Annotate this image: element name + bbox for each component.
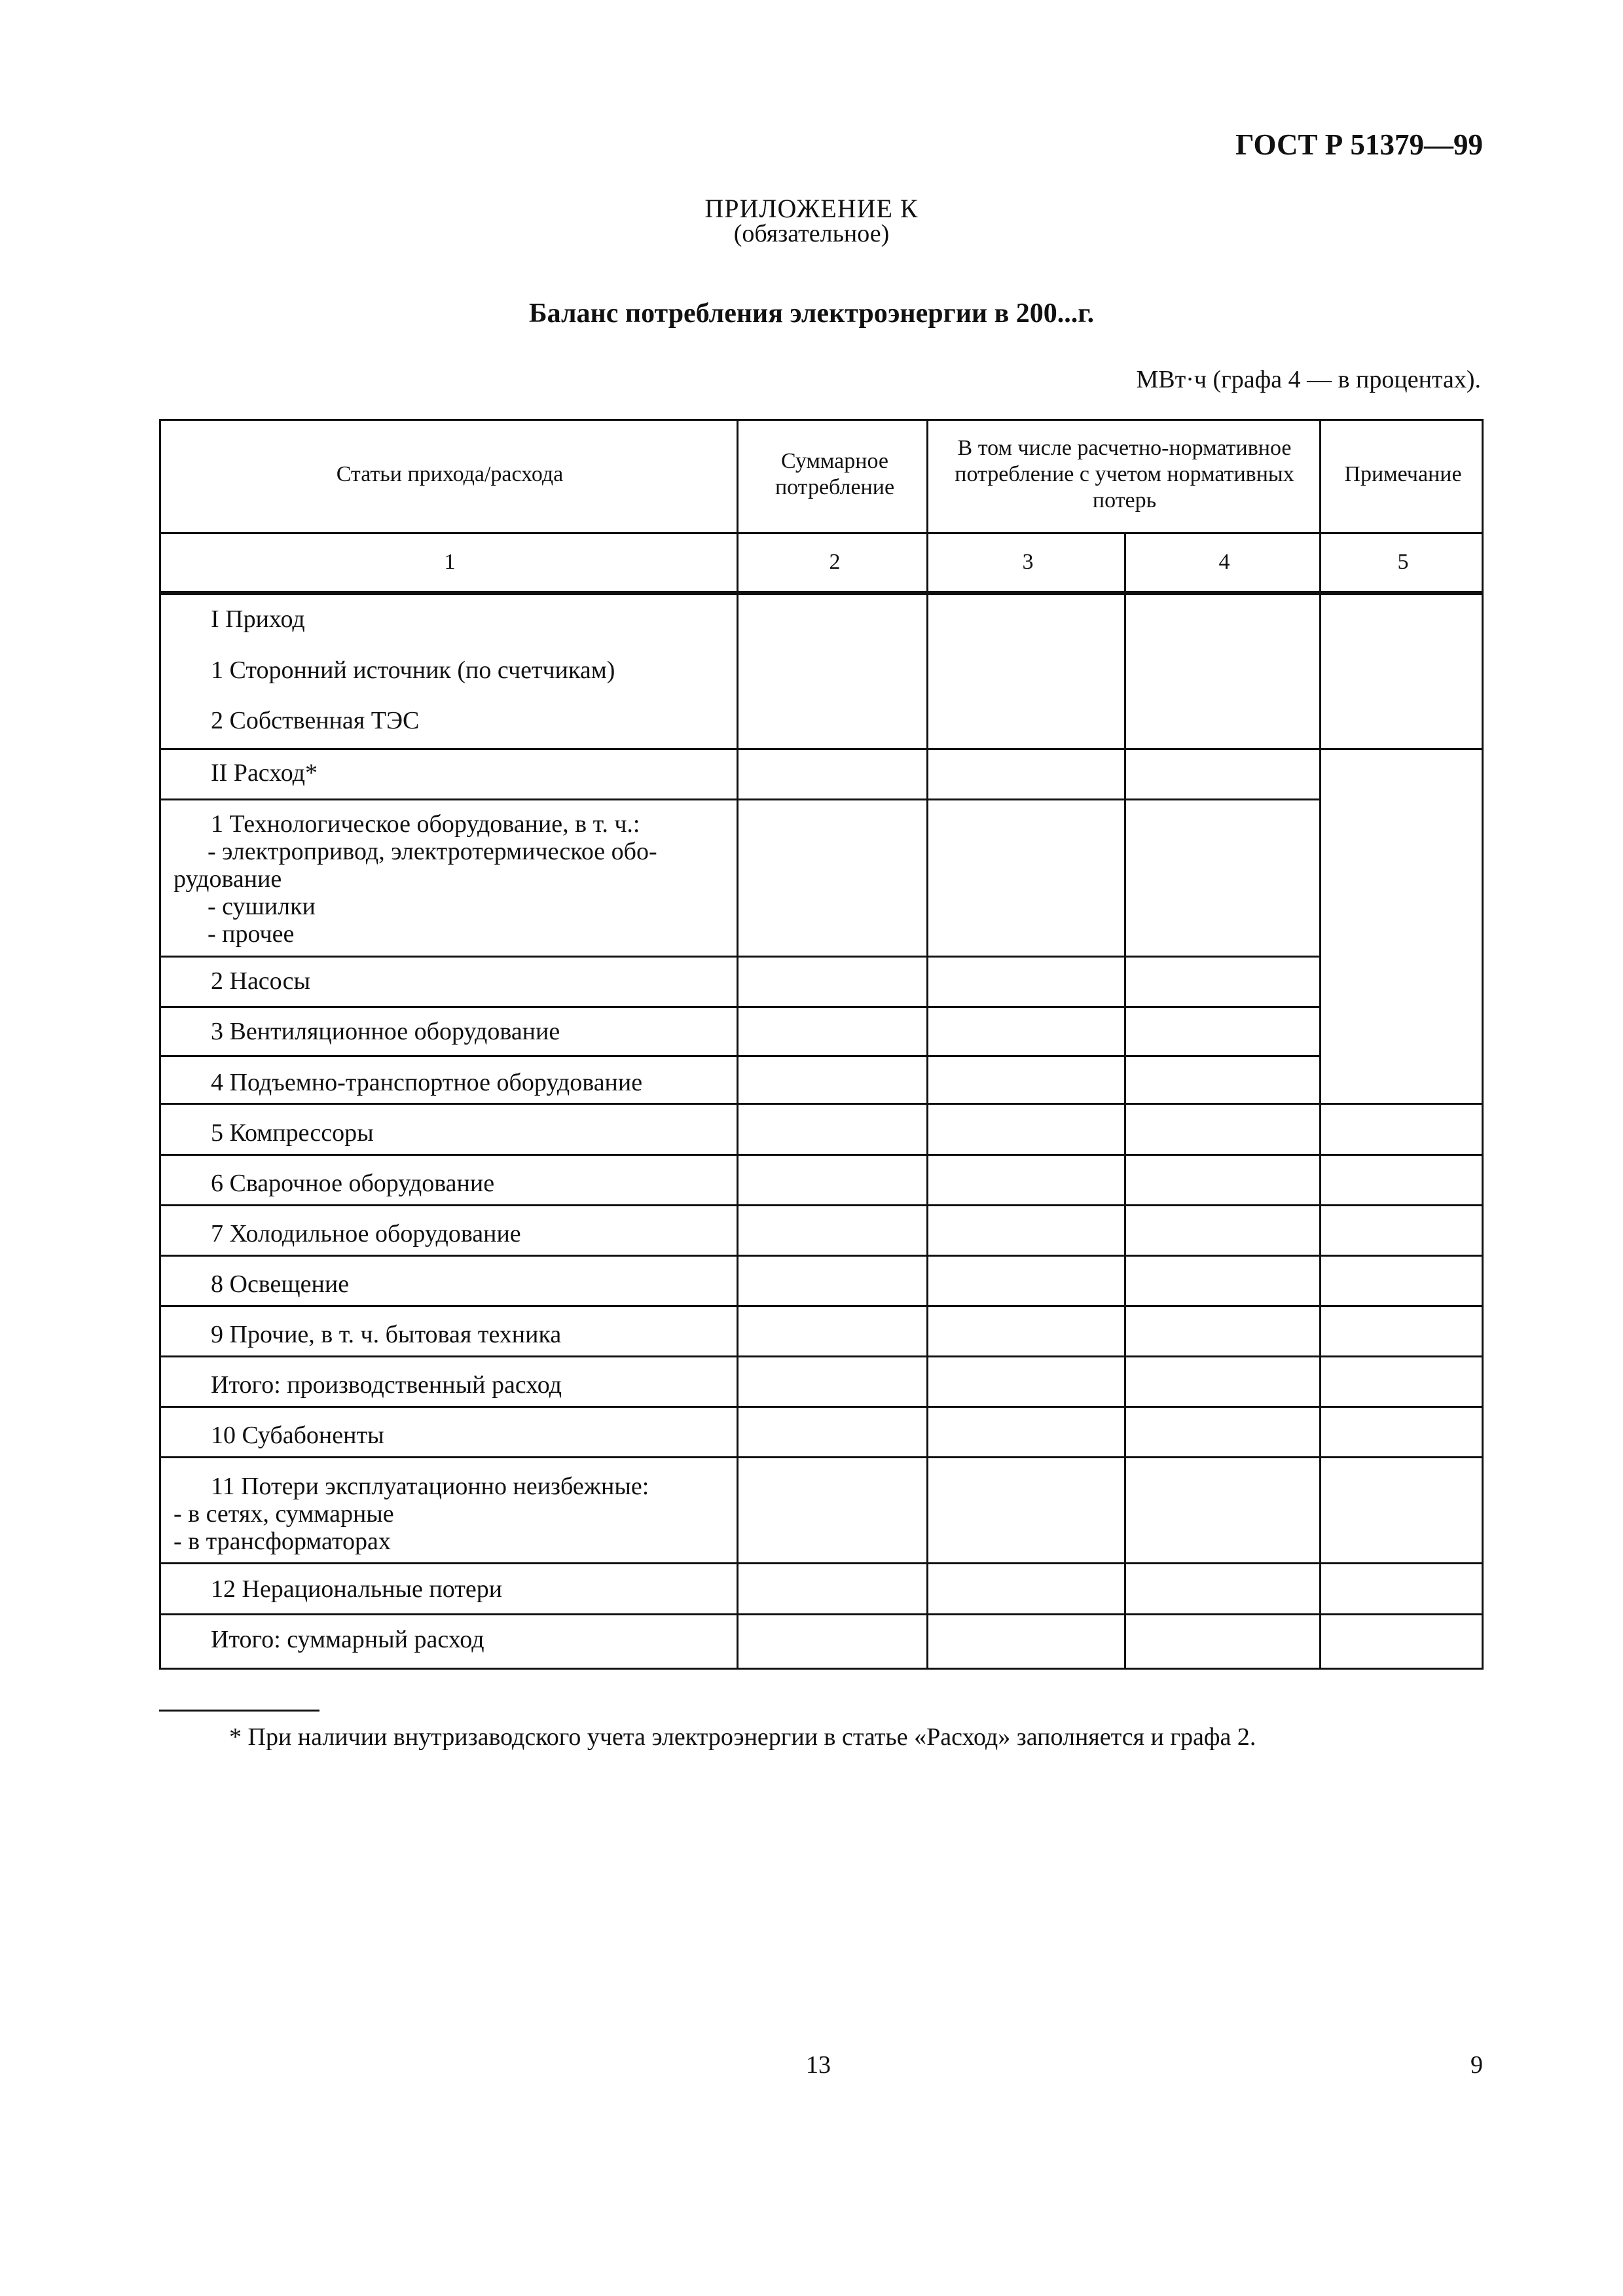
row-line: 2 Собственная ТЭС	[211, 707, 420, 734]
row-line: - в трансформаторах	[173, 1528, 391, 1555]
column-number-5: 5	[1397, 550, 1409, 574]
row-line: Итого: производственный расход	[211, 1371, 562, 1399]
row-line: 8 Освещение	[211, 1270, 350, 1298]
row-technological-equipment	[162, 810, 725, 948]
column-number-1: 1	[444, 550, 456, 574]
column-divider	[1124, 532, 1126, 1670]
row-divider	[159, 798, 1321, 800]
row-welding	[162, 1170, 725, 1197]
column-number-2: 2	[829, 550, 841, 574]
row-divider	[159, 1613, 1484, 1615]
row-irrational-losses	[162, 1575, 725, 1603]
row-subscribers	[162, 1422, 725, 1449]
row-divider	[159, 1255, 1484, 1257]
row-divider	[159, 1406, 1484, 1408]
row-losses	[162, 1473, 725, 1555]
row-divider	[159, 1305, 1484, 1307]
appendix-status: (обязательное)	[733, 220, 890, 247]
row-income	[162, 605, 725, 734]
table-border-top	[159, 419, 1484, 421]
page-number-right: 9	[1470, 2051, 1483, 2079]
row-line: рудование	[173, 865, 282, 893]
row-divider	[159, 1006, 1321, 1008]
column-number-3: 3	[1022, 550, 1034, 574]
column-divider	[926, 419, 928, 1670]
row-line: 1 Технологическое оборудование, в т. ч.:	[211, 810, 640, 838]
document-code: ГОСТ Р 51379—99	[1235, 128, 1483, 161]
column-divider	[737, 419, 739, 1670]
row-divider	[159, 748, 1484, 750]
row-expense	[162, 759, 725, 787]
table-title: Баланс потребления электроэнергии в 200...г.	[528, 298, 1095, 329]
row-divider	[159, 1204, 1484, 1206]
row-pumps	[162, 967, 725, 995]
row-ventilation	[162, 1018, 725, 1045]
row-line: 9 Прочие, в т. ч. бытовая техника	[211, 1321, 562, 1348]
page-number-center: 13	[806, 2051, 831, 2079]
row-line: 5 Компрессоры	[211, 1119, 374, 1147]
row-divider	[159, 1562, 1484, 1564]
row-line: I Приход	[211, 605, 305, 633]
row-other	[162, 1321, 725, 1348]
row-lighting	[162, 1270, 725, 1298]
row-divider	[159, 1055, 1321, 1057]
row-line: 4 Подъемно-транспортное оборудование	[211, 1069, 643, 1096]
row-line: 1 Сторонний источник (по счетчикам)	[211, 656, 615, 684]
table-border-right	[1482, 419, 1484, 1670]
footnote: * При наличии внутризаводского учета электроэнергии в статье «Расход» заполняется и графа 2.	[229, 1723, 1256, 1751]
row-production-total	[162, 1371, 725, 1399]
row-line: II Расход*	[211, 759, 318, 787]
column-number-4: 4	[1218, 550, 1230, 574]
row-divider	[159, 1456, 1484, 1458]
row-line: 7 Холодильное оборудование	[211, 1220, 521, 1247]
header-note: Примечание	[1344, 462, 1462, 486]
units-note: МВт·ч (графа 4 — в процентах).	[1136, 366, 1481, 393]
row-refrigeration	[162, 1220, 725, 1247]
row-grand-total	[162, 1626, 725, 1653]
row-line: Итого: суммарный расход	[211, 1626, 484, 1653]
row-line: 12 Нерациональные потери	[211, 1575, 503, 1603]
header-double-divider	[159, 591, 1484, 595]
header-divider	[159, 532, 1484, 534]
row-divider	[159, 956, 1321, 958]
row-divider	[159, 1355, 1484, 1357]
row-line: - сушилки	[208, 893, 316, 920]
row-divider	[159, 1103, 1484, 1105]
header-articles: Статьи прихода/расхода	[336, 462, 564, 486]
appendix-title: ПРИЛОЖЕНИЕ К	[704, 194, 919, 223]
column-divider	[1319, 419, 1321, 1670]
row-line: 10 Субабоненты	[211, 1422, 384, 1449]
row-line: - электропривод, электротермическое обо-	[208, 838, 657, 865]
row-line: 11 Потери эксплуатационно неизбежные:	[211, 1473, 649, 1500]
table-border-bottom	[159, 1668, 1484, 1670]
row-line: 2 Насосы	[211, 967, 311, 995]
header-total-consumption: Суммарное потребление	[775, 449, 895, 499]
row-line: 3 Вентиляционное оборудование	[211, 1018, 560, 1045]
row-lifting-transport	[162, 1069, 725, 1096]
footnote-divider	[159, 1710, 319, 1712]
row-compressors	[162, 1119, 725, 1147]
row-line: - прочее	[208, 920, 295, 948]
row-line: 6 Сварочное оборудование	[211, 1170, 495, 1197]
row-line: - в сетях, суммарные	[173, 1500, 394, 1528]
row-divider	[159, 1154, 1484, 1156]
header-normative-consumption: В том числе расчетно-нормативное потребление с учетом нормативных потерь	[955, 436, 1294, 512]
table-border-left	[159, 419, 161, 1670]
